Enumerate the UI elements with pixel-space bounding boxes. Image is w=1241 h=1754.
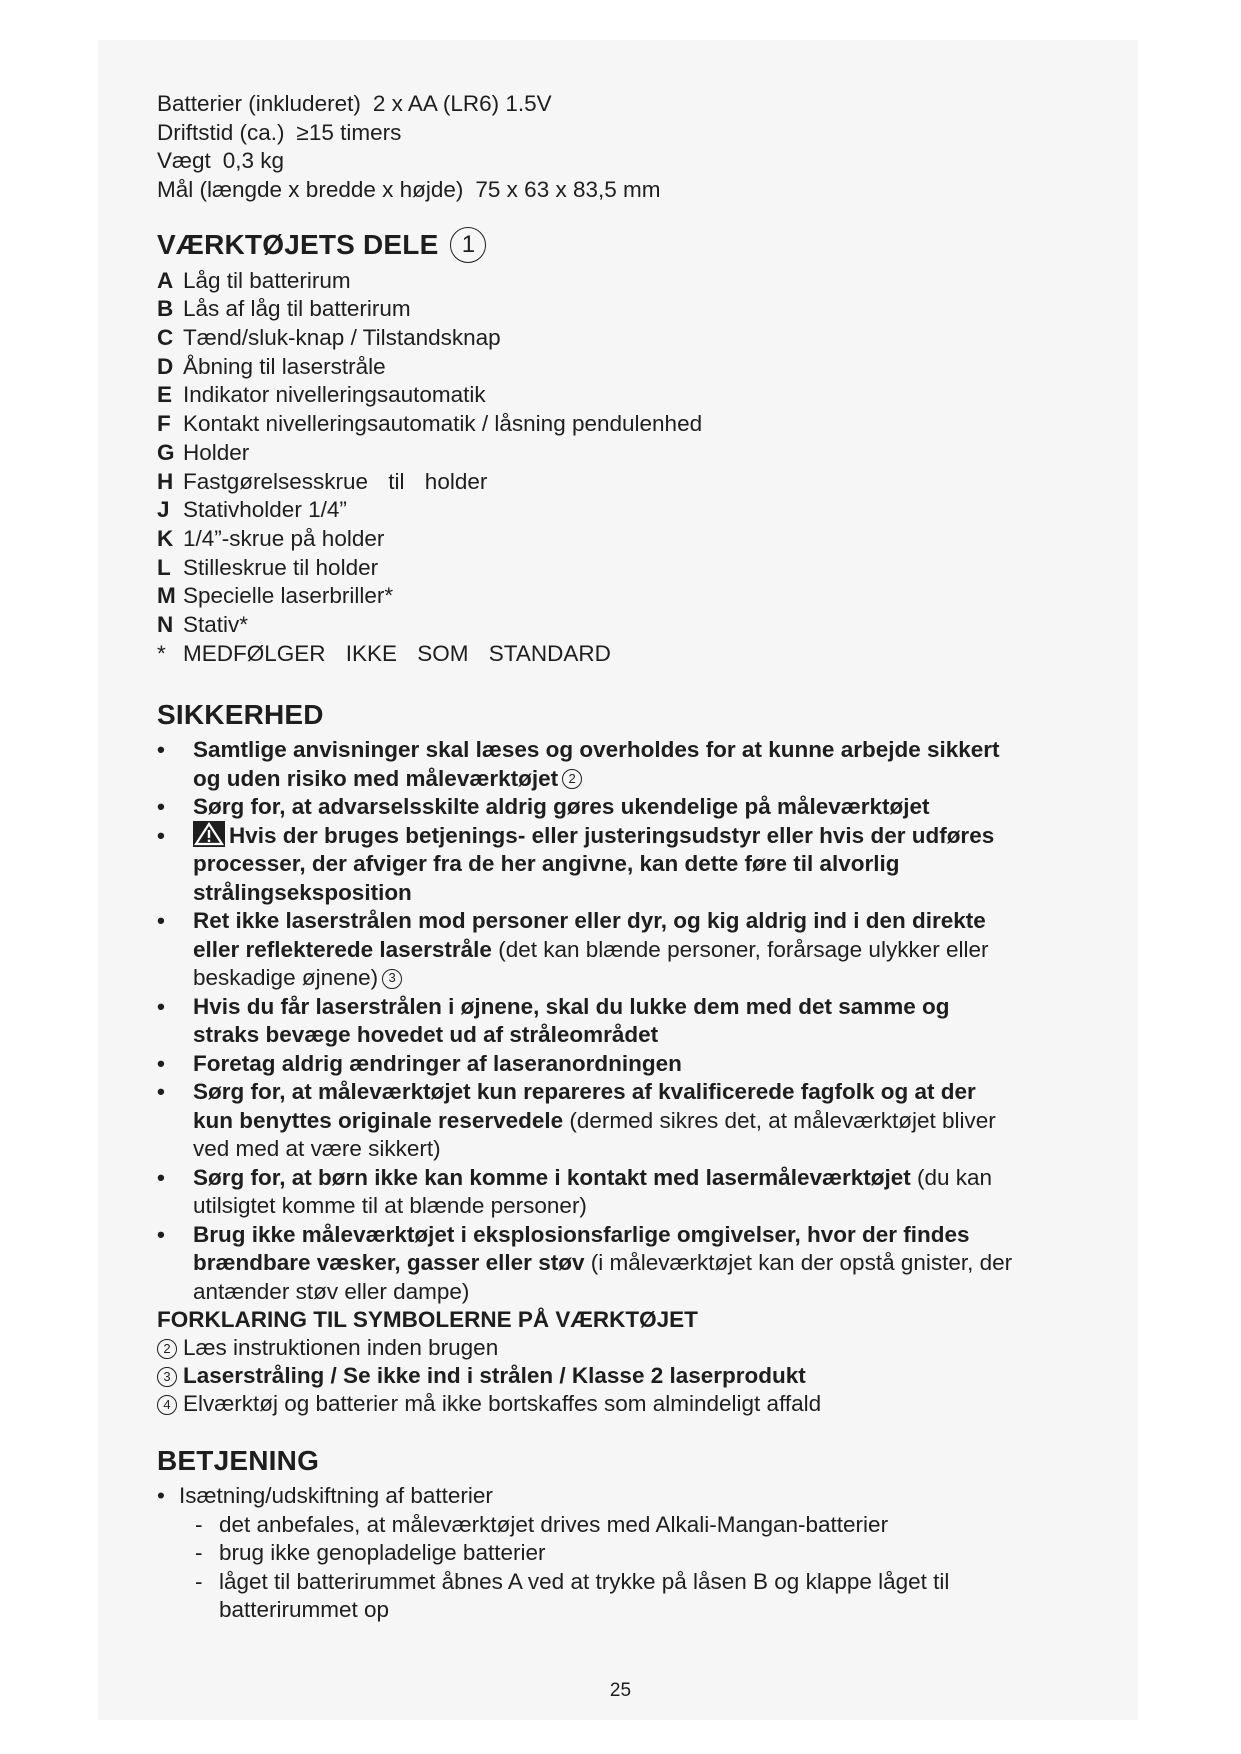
safety-section	[157, 696, 1097, 1306]
list-item: J Stativholder 1/4”	[157, 497, 347, 523]
parts-heading: VÆRKTØJETS DELE 1	[157, 226, 1097, 265]
symbols-heading: FORKLARING TIL SYMBOLERNE PÅ VÆRKTØJET	[157, 1307, 698, 1333]
list-item: E Indikator nivelleringsautomatik	[157, 382, 486, 408]
symbol-ref-circle: 3	[157, 1367, 177, 1387]
list-item: 3 Laserstråling / Se ikke ind i strålen / Klasse 2 laserprodukt	[157, 1362, 1097, 1390]
list-item: G Holder	[157, 439, 250, 465]
list-item: • Hvis der bruges betjenings- eller justeringsudstyr eller hvis der udføres processer, der afviger fra de her angivne, kan dette føre til alvorlig strålingseksposition	[157, 822, 1097, 908]
symbols-section	[157, 1306, 1097, 1418]
list-item: A Låg til batterirum	[157, 267, 351, 293]
list-item: - det anbefales, at måleværktøjet drives med Alkali-Mangan-batterier	[157, 1511, 1097, 1540]
list-item: • Sørg for, at advarselsskilte aldrig gøres ukendelige på måleværktøjet	[157, 793, 1097, 822]
safety-list	[157, 736, 1097, 1306]
symbol-ref-circle: 3	[382, 969, 402, 989]
list-item: • Sørg for, at børn ikke kan komme i kontakt med lasermåleværktøjet (du kan utilsigtet komme til at blænde personer)	[157, 1164, 1097, 1221]
spec-row: Vægt 0,3 kg	[157, 148, 285, 173]
list-item: D Åbning til laserstråle	[157, 353, 386, 379]
list-item: - brug ikke genopladelige batterier	[157, 1539, 1097, 1568]
list-item: • Sørg for, at måleværktøjet kun repareres af kvalificerede fagfolk og at der kun benyttes originale reservedele (dermed sikres det, at måleværktøjet bliver ved med at være sikkert)	[157, 1078, 1097, 1164]
list-item: • Hvis du får laserstrålen i øjnene, skal du lukke dem med det samme og straks bevæge hovedet ud af stråleområdet	[157, 993, 1097, 1050]
list-item: C Tænd/sluk-knap / Tilstandsknap	[157, 325, 501, 351]
list-item: - låget til batterirummet åbnes A ved at trykke på låsen B og klappe låget til	[157, 1568, 1097, 1597]
figure-ref-circle: 1	[450, 227, 486, 263]
list-item: • Ret ikke laserstrålen mod personer eller dyr, og kig aldrig ind i den direkte eller reflekterede laserstråle (det kan blænde personer, forårsage ulykker eller beskadige øjnene) 3	[157, 907, 1097, 993]
list-item: • Foretag aldrig ændringer af laseranordningen	[157, 1050, 1097, 1079]
warning-triangle-icon	[193, 821, 225, 847]
list-item: K 1/4”-skrue på holder	[157, 525, 385, 551]
operation-list	[157, 1482, 1097, 1625]
spec-row: Mål (længde x bredde x højde) 75 x 63 x 83,5 mm	[157, 176, 661, 202]
list-item: • Samtlige anvisninger skal læses og overholdes for at kunne arbejde sikkert og uden risiko med måleværktøjet 2	[157, 736, 1097, 793]
parts-section	[157, 226, 1097, 668]
list-item: N Stativ*	[157, 612, 249, 638]
safety-heading: SIKKERHED	[157, 699, 324, 731]
footnote: * MEDFØLGER IKKE SOM STANDARD	[157, 640, 611, 666]
parts-list	[157, 267, 1097, 669]
list-item: • Brug ikke måleværktøjet i eksplosionsfarlige omgivelser, hvor der findes brændbare væsker, gasser eller støv (i måleværktøjet kan der opstå gnister, der antænder støv eller dampe)	[157, 1221, 1097, 1307]
symbol-ref-circle: 2	[157, 1339, 177, 1359]
page-number: 25	[609, 1680, 632, 1701]
list-item: F Kontakt nivelleringsautomatik / låsning pendulenhed	[157, 411, 703, 437]
document-content	[157, 90, 1097, 1625]
list-item: M Specielle laserbriller*	[157, 583, 394, 609]
list-item: H Fastgørelsesskrue til holder	[157, 468, 488, 494]
specifications	[157, 90, 1097, 204]
symbol-ref-circle: 2	[562, 769, 582, 789]
spec-row: Batterier (inkluderet) 2 x AA (LR6) 1.5V	[157, 91, 552, 116]
operation-heading: BETJENING	[157, 1445, 320, 1477]
operation-section	[157, 1442, 1097, 1625]
symbol-ref-circle: 4	[157, 1395, 177, 1415]
list-item-continuation: batterirummet op	[219, 1597, 390, 1623]
spec-row: Driftstid (ca.) ≥15 timers	[157, 119, 402, 145]
list-item: B Lås af låg til batterirum	[157, 296, 411, 322]
list-item: 2 Læs instruktionen inden brugen	[157, 1334, 1097, 1362]
list-item: L Stilleskrue til holder	[157, 554, 379, 580]
list-item: 4 Elværktøj og batterier må ikke bortskaffes som almindeligt affald	[157, 1390, 1097, 1418]
list-item: • Isætning/udskiftning af batterier	[157, 1482, 1097, 1511]
